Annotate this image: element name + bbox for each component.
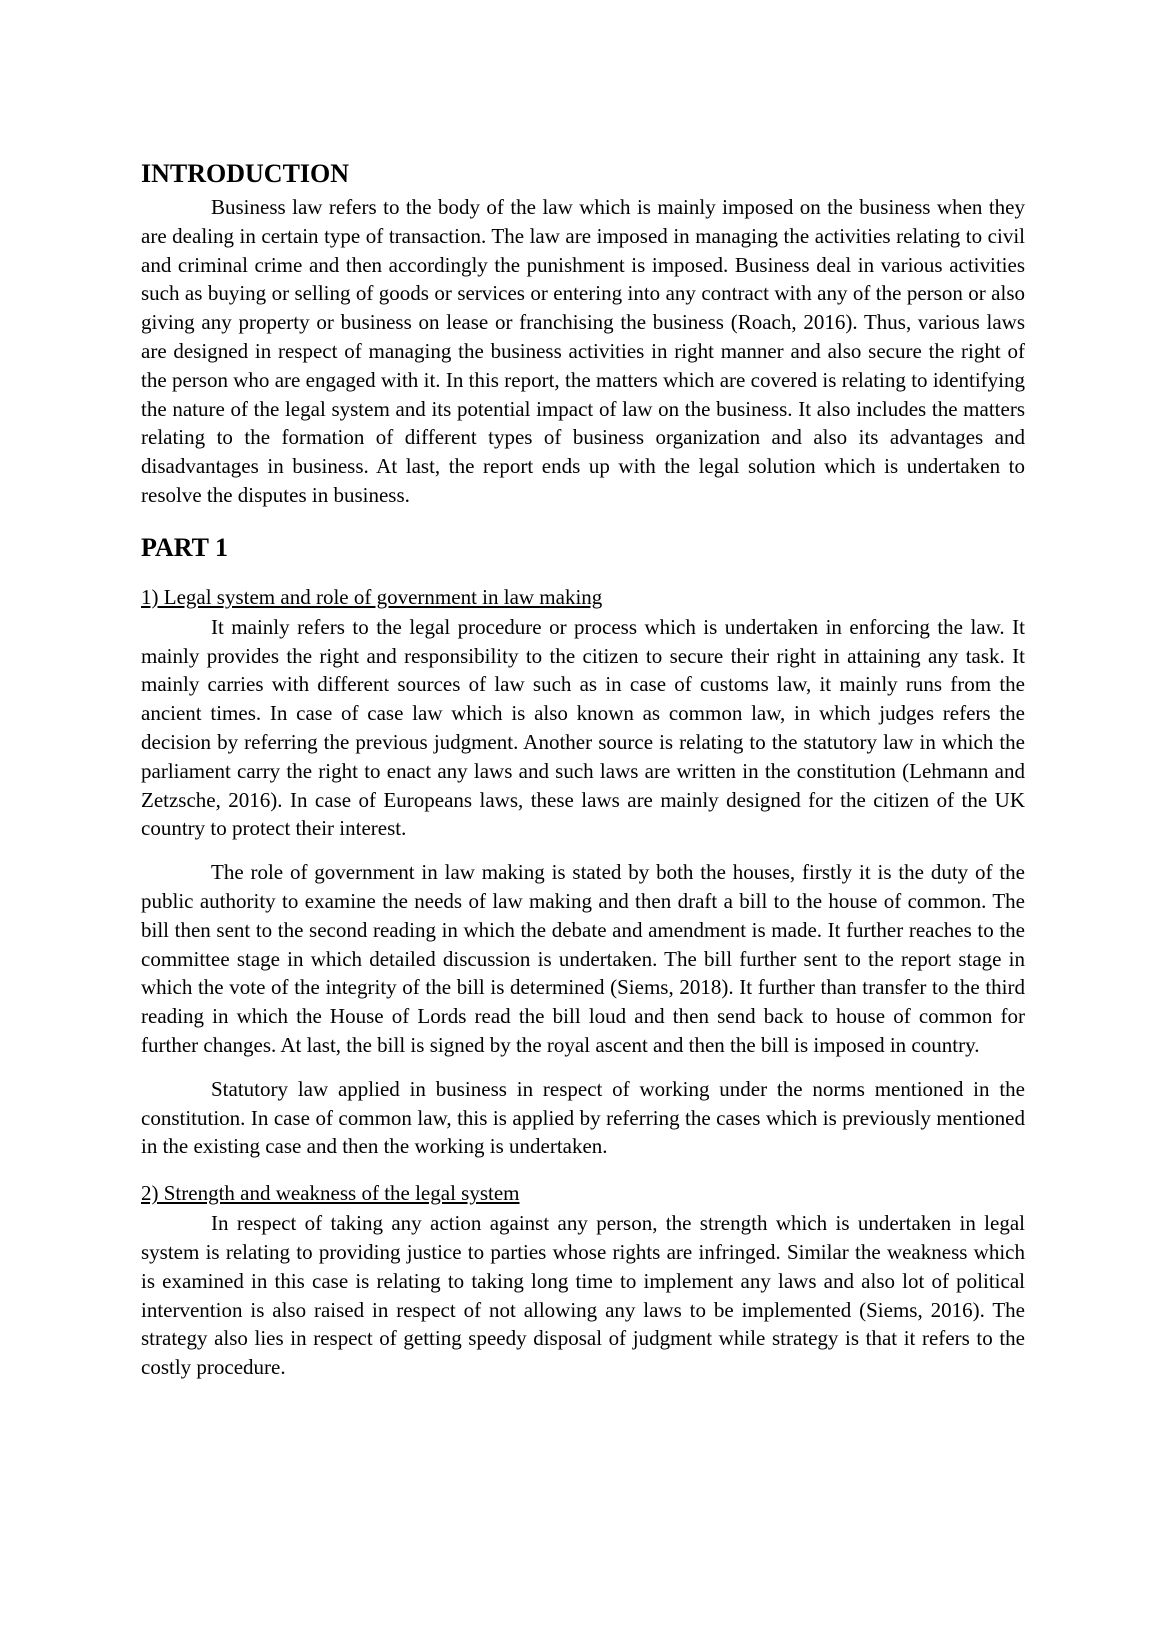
part1-heading: PART 1 — [141, 532, 228, 562]
section1-paragraph-1: It mainly refers to the legal procedure or process which is undertaken in enforcing the law. It mainly provides the right and responsibility to the citizen to secure their right in attaining any task. It mainly carries with different sources of law such as in case of customs law, it mainly runs from the ancient times. In case of case law which is also known as common law, in which judges refers the decision by referring the previous judgment. Another source is relating to the statutory law in which the parliament carry the right to enact any laws and such laws are written in the constitution (Lehmann and Zetzsche, 2016). In case of Europeans laws, these laws are mainly designed for the citizen of the UK country to protect their interest. — [141, 614, 1025, 841]
section2-title: 2) Strength and weakness of the legal system — [141, 1181, 520, 1206]
section2-paragraph-1: In respect of taking any action against any person, the strength which is undertaken in legal system is relating to providing justice to parties whose rights are infringed. Similar the weakness which is examined in this case is relating to taking long time to implement any laws and also lot of political intervention is also raised in respect of not allowing any laws to be implemented (Siems, 2016). The strategy also lies in respect of getting speedy disposal of judgment while strategy is that it refers to the costly procedure. — [141, 1211, 1025, 1380]
section1-paragraph-3: Statutory law applied in business in respect of working under the norms mentioned in the constitution. In case of common law, this is applied by referring the cases which is previously mentioned in the existing case and then the working is undertaken. — [141, 1076, 1025, 1159]
section1-paragraph-2: The role of government in law making is stated by both the houses, firstly it is the duty of the public authority to examine the needs of law making and then draft a bill to the house of common. The bill then sent to the second reading in which the debate and amendment is made. It further reaches to the committee stage in which detailed discussion is undertaken. The bill further sent to the report stage in which the vote of the integrity of the bill is determined (Siems, 2018). It further than transfer to the third reading in which the House of Lords read the bill loud and then send back to house of common for further changes. At last, the bill is signed by the royal ascent and then the bill is imposed in country. — [141, 860, 1025, 1057]
section1-title: 1) Legal system and role of government in law making — [141, 584, 603, 609]
document-page — [141, 158, 1025, 1382]
introduction-paragraph: Business law refers to the body of the law which is mainly imposed on the business when they are dealing in certain type of transaction. The law are imposed in managing the activities relating to civil and criminal crime and then accordingly the punishment is imposed. Business deal in various activities such as buying or selling of goods or services or entering into any contract with any of the person or also giving any property or business on lease or franchising the business (Roach, 2016). Thus, various laws are designed in respect of managing the business activities in right manner and also secure the right of the person who are engaged with it. In this report, the matters which are covered is relating to identifying the nature of the legal system and its potential impact of law on the business. It also includes the matters relating to the formation of different types of business organization and also its advantages and disadvantages in business. At last, the report ends up with the legal solution which is undertaken to resolve the disputes in business. — [141, 195, 1025, 507]
introduction-heading: INTRODUCTION — [141, 159, 350, 188]
